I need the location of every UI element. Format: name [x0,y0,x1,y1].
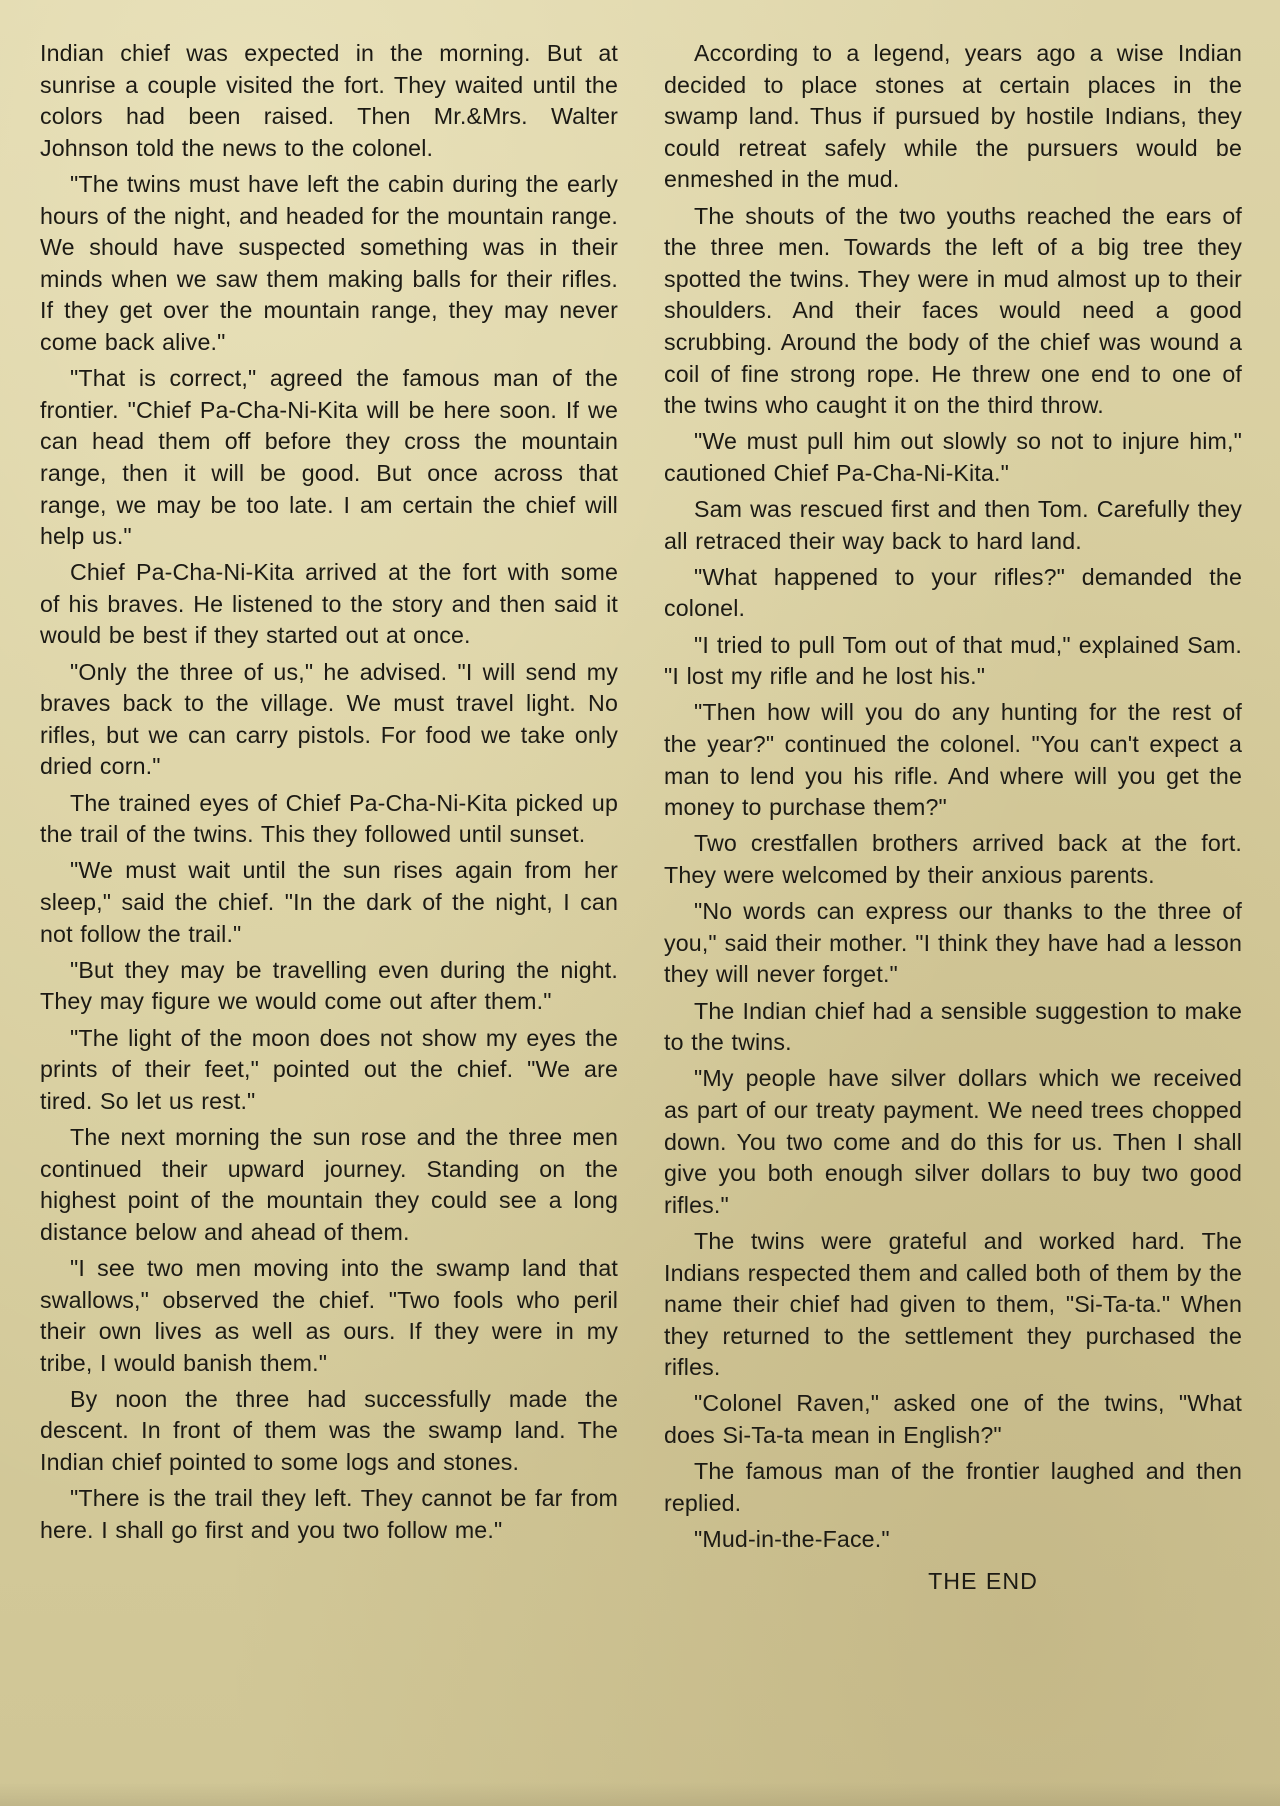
paragraph: "I tried to pull Tom out of that mud," explained Sam. "I lost my rifle and he lost his." [664,631,1242,690]
paragraph: "No words can express our thanks to the three of you," said their mother. "I think they have had a lesson they will never forget." [664,898,1242,988]
paragraph: The next morning the sun rose and the three men continued their upward journey. Standing on the highest point of the mountain they could see a long distance below and ahead of them. [40,1123,618,1245]
paragraph: "The twins must have left the cabin during the early hours of the night, and headed for the mountain range. We should have suspected something was in their minds when we saw them making balls for their rifles. If they get over the mountain range, they may never come back alive." [40,170,618,355]
paragraph: "Then how will you do any hunting for the rest of the year?" continued the colonel. "You can't expect a man to lend you his rifle. And where will you get the money to purchase them?" [664,699,1242,821]
right-text-column [664,38,1242,1602]
paragraph: "Only the three of us," he advised. "I will send my braves back to the village. We must travel light. No rifles, but we can carry pistols. For food we take only dried corn." [40,658,618,780]
paragraph: By noon the three had successfully made the descent. In front of them was the swamp land. The Indian chief pointed to some logs and stones. [40,1385,618,1476]
paragraph: The twins were grateful and worked hard. The Indians respected them and called both of them by the name their chief had given to them, "Si-Ta-ta." When they returned to the settlement they purchased the rifles. [664,1227,1242,1381]
paragraph: Two crestfallen brothers arrived back at the fort. They were welcomed by their anxious parents. [664,830,1242,888]
paragraph: "I see two men moving into the swamp land that swallows," observed the chief. "Two fools who peril their own lives as well as ours. If they were in my tribe, I would banish them." [40,1254,618,1376]
the-end-label: THE END [928,1567,1038,1594]
paragraph: "There is the trail they left. They cannot be far from here. I shall go first and you two follow me." [40,1485,618,1543]
paragraph: "My people have silver dollars which we received as part of our treaty payment. We need trees chopped down. You two come and do this for us. Then I shall give you both enough silver dollars to buy two good rifles." [664,1065,1242,1218]
paragraph: The trained eyes of Chief Pa-Cha-Ni-Kita picked up the trail of the twins. This they followed until sunset. [40,789,618,848]
paragraph: "We must wait until the sun rises again from her sleep," said the chief. "In the dark of the night, I can not follow the trail." [40,857,618,947]
paragraph: The shouts of the two youths reached the ears of the three men. Towards the left of a big tree they spotted the twins. They were in mud almost up to their shoulders. And their faces would need a good scrubbing. Around the body of the chief was wound a coil of fine strong rope. He threw one end to one of the twins who caught it on the third throw. [664,202,1242,419]
left-text-column [40,38,618,1551]
paragraph: "Colonel Raven," asked one of the twins, "What does Si-Ta-ta mean in English?" [664,1390,1242,1449]
paragraph: "Mud-in-the-Face." [694,1526,890,1553]
paragraph: The Indian chief had a sensible suggestion to make to the twins. [664,997,1242,1056]
paragraph: "What happened to your rifles?" demanded the colonel. [664,563,1242,622]
paragraph: "But they may be travelling even during the night. They may figure we would come out after them." [40,956,618,1015]
paragraph: Indian chief was expected in the morning. But at sunrise a couple visited the fort. They waited until the colors had been raised. Then Mr.&Mrs. Walter Johnson told the news to the colonel. [40,40,618,161]
paragraph: Sam was rescued first and then Tom. Carefully they all retraced their way back to hard land. [664,496,1242,554]
page-bottom-edge [0,1782,1280,1806]
paragraph: The famous man of the frontier laughed and then replied. [664,1458,1242,1516]
paragraph: "The light of the moon does not show my eyes the prints of their feet," pointed out the chief. "We are tired. So let us rest." [40,1024,618,1114]
paragraph: According to a legend, years ago a wise Indian decided to place stones at certain places in the swamp land. Thus if pursued by hostile Indians, they could retreat safely while the pursuers would be enmeshed in the mud. [664,40,1242,193]
paragraph: "We must pull him out slowly so not to injure him," cautioned Chief Pa-Cha-Ni-Kita." [664,428,1242,486]
paragraph: Chief Pa-Cha-Ni-Kita arrived at the fort with some of his braves. He listened to the story and then said it would be best if they started out at once. [40,559,618,649]
paragraph: "That is correct," agreed the famous man of the frontier. "Chief Pa-Cha-Ni-Kita will be here soon. If we can head them off before they cross the mountain range, then it will be good. But once across that range, we may be too late. I am certain the chief will help us." [40,365,618,550]
